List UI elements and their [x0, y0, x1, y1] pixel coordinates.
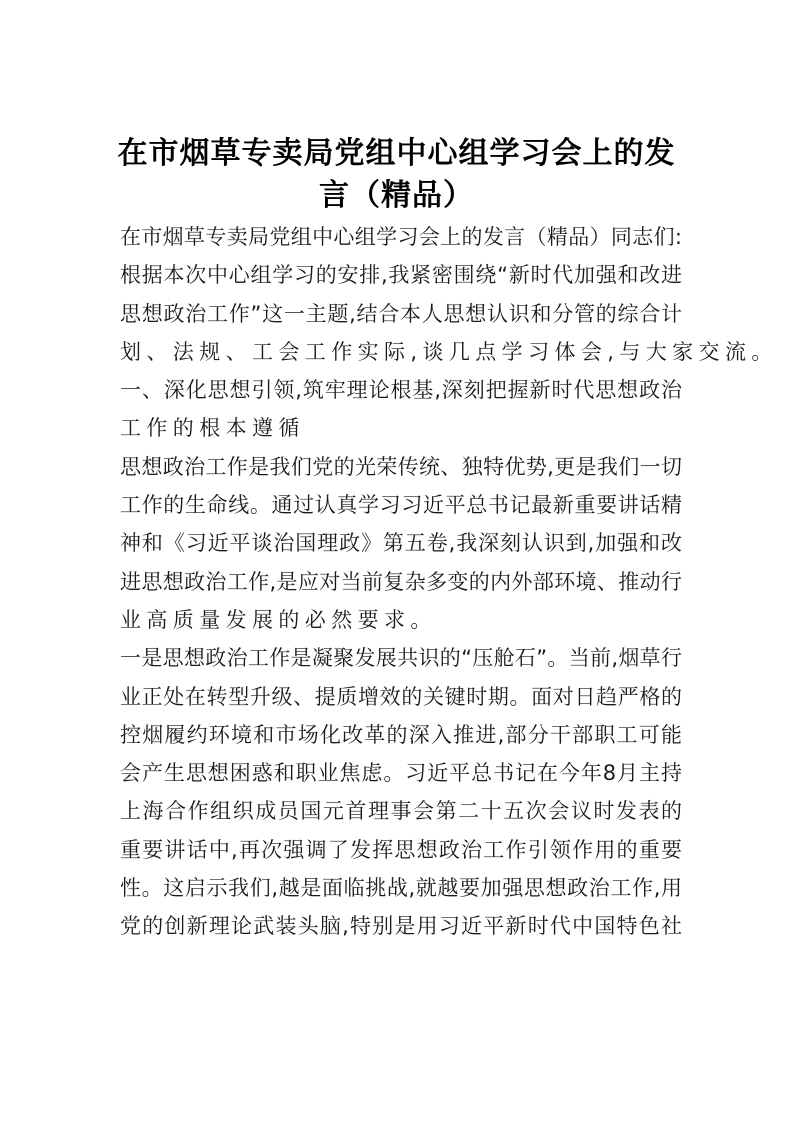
body-text-line: 会产生思想困惑和职业焦虑。习近平总书记在今年8月主持: [120, 761, 682, 786]
body-text-line: 性。这启示我们,越是面临挑战,就越要加强思想政治工作,用: [120, 876, 682, 901]
body-text-line: 一是思想政治工作是凝聚发展共识的“压舱石”。当前,烟草行: [120, 646, 682, 671]
body-text-line: 思想政治工作是我们党的光荣传统、独特优势,更是我们一切: [120, 454, 682, 479]
body-text-line: 工作的生命线。通过认真学习习近平总书记最新重要讲话精: [120, 493, 682, 518]
body-text-line: 根据本次中心组学习的安排,我紧密围绕“新时代加强和改进: [120, 263, 682, 288]
document-body: [120, 222, 778, 950]
document-title-line-1: 在市烟草专卖局党组中心组学习会上的发: [117, 136, 676, 171]
body-text-line: 业正处在转型升级、提质增效的关键时期。面对日趋严格的: [120, 684, 682, 709]
body-text-line: 一、深化思想引领,筑牢理论根基,深刻把握新时代思想政治: [120, 378, 682, 403]
body-text-line: 党的创新理论武装头脑,特别是用习近平新时代中国特色社: [120, 914, 682, 939]
body-text-line: 工作的根本遵循: [120, 416, 305, 441]
body-text-line: 思想政治工作”这一主题,结合本人思想认识和分管的综合计: [120, 301, 682, 326]
body-text-line: 神和《习近平谈治国理政》第五卷,我深刻认识到,加强和改: [120, 531, 682, 556]
body-text-line: 进思想政治工作,是应对当前复杂多变的内外部环境、推动行: [120, 569, 682, 594]
body-text-line: 控烟履约环境和市场化改革的深入推进,部分干部职工可能: [120, 722, 682, 747]
body-text-line: 上海合作组织成员国元首理事会第二十五次会议时发表的: [120, 799, 682, 824]
body-text-line: 业高质量发展的必然要求。: [120, 607, 437, 632]
body-text-line: 在市烟草专卖局党组中心组学习会上的发言（精品）同志们:: [120, 225, 682, 249]
document-title-line-2: 言（精品）: [319, 178, 474, 213]
body-text-line: 划、法规、工会工作实际,谈几点学习体会,与大家交流。: [120, 339, 778, 364]
body-text-line: 重要讲话中,再次强调了发挥思想政治工作引领作用的重要: [120, 837, 682, 862]
